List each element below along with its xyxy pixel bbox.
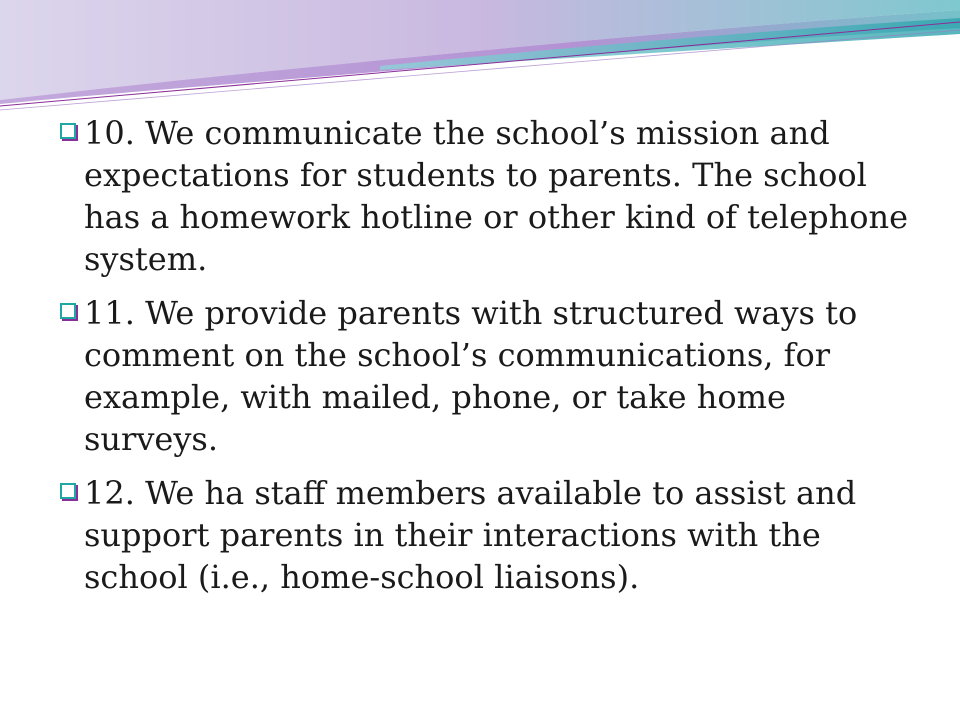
list-item — [58, 292, 918, 460]
bullet-text: 12. We ha staff members available to assist and support parents in their interactions with the school (i.e., home-school liaisons). — [84, 474, 857, 596]
square-bullet-icon — [60, 123, 76, 139]
bullet-list — [58, 112, 918, 610]
bullet-text: 11. We provide parents with structured ways to comment on the school’s communications, for example, with mailed, phone, or take home surveys. — [84, 294, 858, 458]
square-bullet-icon — [60, 483, 76, 499]
square-bullet-icon — [60, 303, 76, 319]
header-swoosh-decoration — [0, 0, 960, 130]
list-item — [58, 112, 918, 280]
bullet-text: 10. We communicate the school’s mission and expectations for students to parents. The school has a homework hotline or other kind of telephone system. — [84, 114, 909, 278]
list-item — [58, 472, 918, 598]
